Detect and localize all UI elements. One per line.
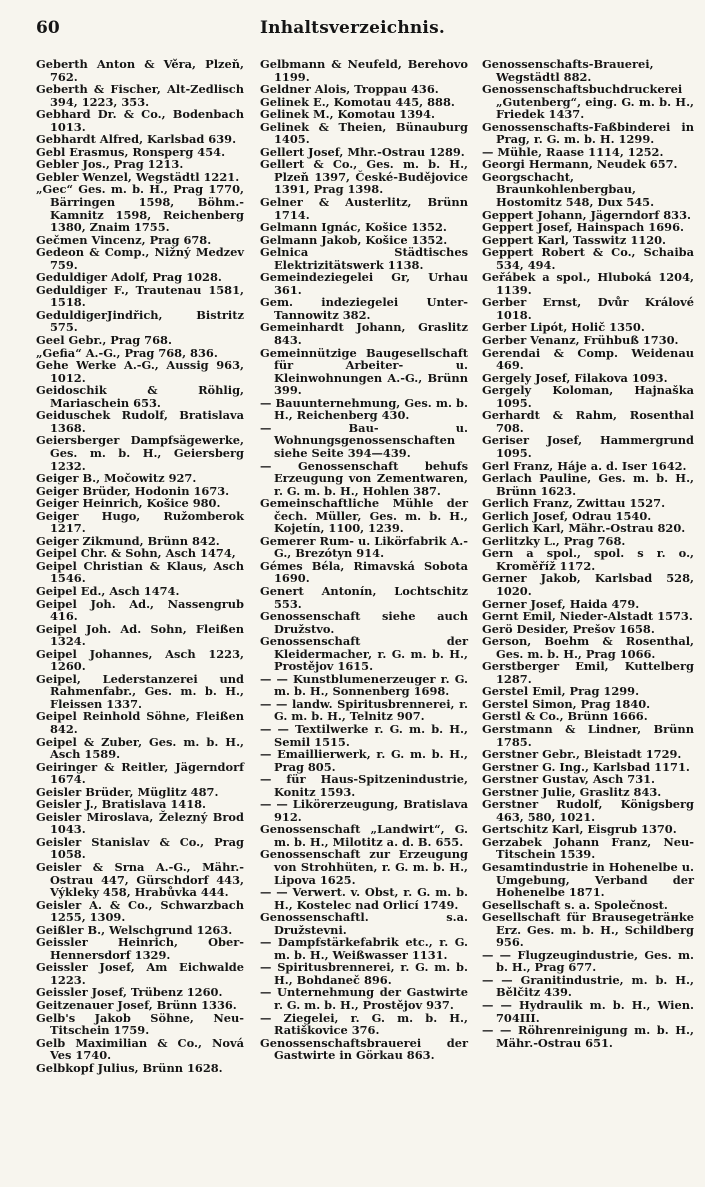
index-entry: Geiger Zikmund, Brünn 842. — [36, 533, 220, 548]
index-entry: Geldner Alois, Troppau 436. — [260, 82, 439, 97]
index-entry: Gerstner Gustav, Asch 731. — [482, 772, 656, 787]
index-entry: Gelinek M., Komotau 1394. — [260, 107, 435, 122]
index-entry: Geppert Robert & Co., Schaiba 534, 494. — [482, 245, 694, 272]
index-entry: Gerner Josef, Haida 479. — [482, 596, 640, 611]
index-entry: Gern a spol., spol. s r. o., Kroměříž 1172. — [482, 546, 694, 573]
index-entry: Gelner & Austerlitz, Brünn 1714. — [260, 195, 468, 222]
index-column-3 — [482, 58, 694, 1049]
index-entry: Gernt Emil, Nieder-Alstadt 1573. — [482, 609, 693, 624]
index-entry: Genossenschaft zur Erzeugung von Strohhüten, r. G. m. b. H., Lipova 1625. — [260, 847, 468, 887]
index-entry: Geipel Johannes, Asch 1223, 1260. — [36, 646, 244, 674]
index-entry: Gerstner Rudolf, Königsberg 463, 580, 1021. — [482, 797, 694, 824]
index-entry: Gelbmann & Neufeld, Berehovo 1199. — [260, 57, 468, 84]
index-entry: Gemeindeziegelei Gr, Urhau 361. — [260, 270, 468, 297]
index-entry: Georgschacht, Braunkohlenbergbau, Hostomitz 548, Dux 545. — [482, 169, 655, 210]
index-entry: Geriser Josef, Hammergrund 1095. — [482, 433, 694, 460]
index-entry: — Bau- u. Wohnungsgenossenschaften siehe Seite 394—439. — [260, 420, 468, 460]
index-entry: Gerlich Karl, Mähr.-Ostrau 820. — [482, 521, 686, 536]
index-entry: Geitzenauer Josef, Brünn 1336. — [36, 998, 237, 1013]
index-entry: Gerendai & Comp. Weidenau 469. — [482, 345, 694, 373]
index-entry: Geiduschek Rudolf, Bratislava 1368. — [36, 408, 244, 435]
index-entry: Geberth Anton & Věra, Plzeň, 762. — [36, 57, 244, 84]
index-entry: — — Likörerzeugung, Bratislava 912. — [260, 797, 468, 824]
index-entry: Gerstner Julie, Graslitz 843. — [482, 784, 662, 799]
index-entry: Gerlitzky L., Prag 768. — [482, 533, 626, 548]
index-entry: Gedeon & Comp., Nižný Medzev 759. — [36, 245, 244, 272]
index-entry: Geiger B., Močowitz 927. — [36, 471, 197, 486]
index-entry: Geipel & Zuber, Ges. m. b. H., Asch 1589. — [36, 734, 244, 762]
index-entry: Geisler Stanislav & Co., Prag 1058. — [36, 834, 244, 862]
index-entry: Gerstl & Co., Brünn 1666. — [482, 709, 648, 724]
index-entry: Gerlich Josef, Odrau 1540. — [482, 508, 652, 523]
index-entry: Gerstner Gebr., Bleistadt 1729. — [482, 747, 682, 762]
index-entry: Gerhardt & Rahm, Rosenthal 708. — [482, 408, 694, 435]
index-entry: Gečmen Vincenz, Prag 678. — [36, 232, 212, 247]
index-entry: — für Haus-Spitzenindustrie, Konitz 1593. — [260, 772, 468, 799]
index-entry: Gelmann Jakob, Košice 1352. — [260, 232, 448, 247]
index-entry: Gergely Koloman, Hajnaška 1095. — [482, 383, 694, 410]
index-entry: Gerber Venanz, Frühbuß 1730. — [482, 333, 679, 348]
index-entry: Genossenschaftl. s.a. Družstevni. — [260, 910, 468, 937]
index-entry: Gesellschaft s. a. Společnost. — [482, 897, 668, 912]
index-entry: Gerstel Simon, Prag 1840. — [482, 696, 651, 711]
index-entry: Gerstner G. Ing., Karlsbad 1171. — [482, 759, 690, 774]
index-entry: Gelmann Ignác, Košice 1352. — [260, 220, 447, 235]
index-entry: Gelnica Städtisches Elektrizitätswerk 1138. — [260, 245, 468, 272]
index-entry: Gelinek E., Komotau 445, 888. — [260, 94, 455, 109]
index-entry: Gerzabek Johann Franz, Neu-Titschein 1539. — [482, 834, 694, 862]
index-entry: Gerber Ernst, Dvůr Králové 1018. — [482, 295, 694, 322]
index-entry: Geidoschik & Röhlig, Mariaschein 653. — [36, 383, 244, 410]
index-entry: Geřábek a spol., Hluboká 1204, 1139. — [482, 270, 694, 297]
index-entry: — — Flugzeugindustrie, Ges. m. b. H., Prag 677. — [482, 947, 694, 975]
index-entry: Gerö Desider, Prešov 1658. — [482, 621, 655, 636]
page-title: Inhaltsverzeichnis. — [260, 18, 445, 38]
index-entry: Geissler Josef, Trübenz 1260. — [36, 985, 223, 1000]
index-entry: Geppert Josef, Hainspach 1696. — [482, 220, 684, 235]
index-entry: Gemeinnützige Baugesellschaft für Arbeiter- u. Kleinwohnungen A.-G., Brünn 399. — [260, 345, 468, 398]
index-entry: Gertschitz Karl, Eisgrub 1370. — [482, 822, 677, 837]
index-entry: Genert Antonín, Lochtschitz 553. — [260, 583, 468, 611]
index-entry: Genossenschafts-Faßbinderei in Prag, r. G. m. b. H. 1299. — [482, 119, 694, 147]
index-entry: — Emaillierwerk, r. G. m. b. H., Prag 805. — [260, 747, 468, 774]
index-entry: — Unternehmung der Gastwirte r. G. m. b. H., Prostějov 937. — [260, 985, 468, 1013]
index-entry: Gellert Josef, Mhr.-Ostrau 1289. — [260, 144, 465, 159]
index-entry: Gemeinhardt Johann, Graslitz 843. — [260, 320, 468, 348]
index-entry: Geisler Brüder, Müglitz 487. — [36, 784, 219, 799]
index-entry: Geduldiger F., Trautenau 1581, 1518. — [36, 282, 244, 310]
index-entry: Gehe Werke A.-G., Aussig 963, 1012. — [36, 358, 244, 385]
index-entry: Geiger Heinrich, Košice 980. — [36, 496, 221, 511]
index-entry: Gebler Jos., Prag 1213. — [36, 157, 184, 172]
index-entry: Geissler Heinrich, Ober-Hennersdorf 1329. — [36, 935, 244, 962]
index-entry: Genossenschaftsbuchdruckerei „Gutenberg“, eing. G. m. b. H., Friedek 1437. — [482, 82, 694, 122]
index-entry: Gerstel Emil, Prag 1299. — [482, 684, 640, 699]
index-entry: — Dampfstärkefabrik etc., r. G. m. b. H., Weißwasser 1131. — [260, 935, 468, 962]
index-entry: Gemeinschaftliche Mühle der čech. Müller, Ges. m. b. H., Kojetín, 1100, 1239. — [260, 496, 468, 536]
index-entry: Geipel Joh. Ad., Nassengrub 416. — [36, 596, 244, 624]
index-column-1 — [36, 58, 244, 1074]
index-entry: — — Verwert. v. Obst, r. G. m. b. H., Kostelec nad Orlicí 1749. — [260, 885, 468, 912]
index-entry: — — Textilwerke r. G. m. b. H., Semil 1515. — [260, 721, 468, 749]
index-entry: GeduldigerJindřich, Bistritz 575. — [36, 307, 244, 335]
index-entry: Gebler Wenzel, Wegstädtl 1221. — [36, 169, 240, 184]
index-entry: Gelbkopf Julius, Brünn 1628. — [36, 1060, 223, 1075]
index-entry: Geipel, Lederstanzerei und Rahmenfabr., Ges. m. b. H., Fleissen 1337. — [36, 671, 244, 711]
index-entry: — — Röhrenreinigung m. b. H., Mähr.-Ostrau 651. — [482, 1023, 694, 1050]
index-columns — [36, 58, 696, 1178]
index-entry: Gesellschaft für Brausegeträнke Erz. Ges. m. b. H., Schildberg 956. — [482, 910, 694, 950]
index-entry: — — Hydraulik m. b. H., Wien. 704III. — [482, 998, 694, 1025]
index-entry: — Genossenschaft behufs Erzeugung von Zementwaren, r. G. m. b. H., Hohlen 387. — [260, 458, 468, 498]
index-entry: Geisler J., Bratislava 1418. — [36, 797, 207, 812]
index-entry: Gerstmann & Lindner, Brünn 1785. — [482, 721, 694, 749]
index-entry: — Bauunternehmung, Ges. m. b. H., Reichenberg 430. — [260, 395, 468, 423]
index-entry: Genossenschaft „Landwirt“, G. m. b. H., Milotitz a. d. B. 655. — [260, 822, 468, 849]
index-entry: Gerson, Boehm & Rosenthal, Ges. m. b. H., Prag 1066. — [482, 634, 694, 661]
index-entry: „Gec“ Ges. m. b. H., Prag 1770, Bärringen 1598, Böhm.-Kamnitz 1598, Reichenberg 1380, Znaim 1755. — [36, 182, 244, 235]
index-entry: Geipel Ed., Asch 1474. — [36, 583, 180, 598]
index-entry: Gémes Béla, Rimavská Sobota 1690. — [260, 558, 468, 586]
index-entry: Gelb Maximilian & Co., Nová Ves 1740. — [36, 1035, 244, 1063]
index-entry: Geiersberger Dampfsägewerke, Ges. m. b. H., Geiersberg 1232. — [36, 433, 244, 473]
index-entry: Gerstberger Emil, Kuttelberg 1287. — [482, 659, 694, 686]
page-number: 60 — [36, 18, 60, 38]
index-entry: Genossenschafts-Brauerei, Wegstädtl 882. — [482, 57, 654, 84]
index-entry: Gem. indeziegelei Unter-Tannowitz 382. — [260, 295, 468, 322]
index-entry: Gergely Josef, Filakova 1093. — [482, 370, 668, 385]
index-entry: Geisler Miroslava, Železný Brod 1043. — [36, 809, 244, 837]
index-entry: Genossenschaftsbrauerei der Gastwirte in Görkau 863. — [260, 1035, 468, 1063]
index-entry: — — Granitindustrie, m. b. H., Bělčitz 439. — [482, 972, 694, 1000]
index-entry: — Spiritusbrennerei, r. G. m. b. H., Bohdaneč 896. — [260, 960, 468, 987]
index-entry: — Mühle, Raase 1114, 1252. — [482, 144, 664, 159]
index-entry: Geel Gebr., Prag 768. — [36, 333, 172, 348]
index-entry: Gerber Lipót, Holič 1350. — [482, 320, 645, 335]
index-entry: — — Kunstblumenerzeuger r. G. m. b. H., Sonnenberg 1698. — [260, 671, 468, 699]
index-entry: Gebhardt Alfred, Karlsbad 639. — [36, 132, 237, 147]
index-entry: Geisler A. & Co., Schwarzbach 1255, 1309. — [36, 897, 244, 925]
index-column-2 — [260, 58, 468, 1062]
index-entry: Geipel Joh. Ad. Sohn, Fleißen 1324. — [36, 621, 244, 649]
index-entry: Gelb's Jakob Söhne, Neu-Titschein 1759. — [36, 1010, 244, 1038]
index-entry: — — landw. Spiritusbrennerei, r. G. m. b. H., Telnitz 907. — [260, 696, 468, 724]
index-entry: Gellert & Co., Ges. m. b. H., Plzeň 1397, České-Budějovice 1391, Prag 1398. — [260, 157, 468, 197]
index-entry: Gerl Franz, Háje a. d. Iser 1642. — [482, 458, 687, 473]
index-entry: Geissler Josef, Am Eichwalde 1223. — [36, 960, 244, 987]
index-entry: Geipel Christian & Klaus, Asch 1546. — [36, 558, 244, 586]
index-entry: Gerlich Franz, Zwittau 1527. — [482, 496, 666, 511]
index-entry: Gebl Erasmus, Ronsperg 454. — [36, 144, 226, 159]
index-entry: Geisler & Srna A.-G., Mähr.-Ostrau 447, Gürschdorf 443, Výkleky 458, Hrabůvka 444. — [36, 860, 244, 900]
index-entry: Gerlach Pauline, Ges. m. b. H., Brünn 1623. — [482, 471, 694, 498]
index-entry: Geduldiger Adolf, Prag 1028. — [36, 270, 222, 285]
index-entry: Georgi Hermann, Neudek 657. — [482, 157, 678, 172]
index-entry: Geiger Hugo, Ružomberok 1217. — [36, 508, 244, 536]
index-entry: Genossenschaft der Kleidermacher, r. G. m. b. H., Prostějov 1615. — [260, 634, 468, 674]
index-entry: Gesamtindustrie in Hohenelbe u. Umgebung, Verband der Hohenelbe 1871. — [482, 860, 694, 900]
index-entry: Geiringer & Reitler, Jägerndorf 1674. — [36, 759, 244, 787]
index-entry: Geißler B., Welschgrund 1263. — [36, 922, 233, 937]
index-entry: Gerner Jakob, Karlsbad 528, 1020. — [482, 571, 694, 598]
index-entry: Geipel Chr. & Sohn, Asch 1474, — [36, 546, 236, 561]
index-entry: — Ziegelei, r. G. m. b. H., Ratiškovice 376. — [260, 1010, 468, 1038]
index-entry: Gelinek & Theien, Bünauburg 1405. — [260, 119, 468, 147]
index-entry: Geiger Brüder, Hodonin 1673. — [36, 483, 230, 498]
index-entry: „Gefia“ A.-G., Prag 768, 836. — [36, 345, 218, 360]
index-entry: Geppert Karl, Tasswitz 1120. — [482, 232, 667, 247]
index-entry: Genossenschaft siehe auch Družstvo. — [260, 609, 468, 636]
index-entry: Geipel Reinhold Söhne, Fleißen 842. — [36, 709, 244, 736]
index-entry: Gemerer Rum- u. Likörfabrik A.-G., Brezótyn 914. — [260, 533, 468, 561]
index-entry: Geppert Johann, Jägerndorf 833. — [482, 207, 691, 222]
index-entry: Gebhard Dr. & Co., Bodenbach 1013. — [36, 107, 244, 134]
page-header — [0, 18, 705, 46]
index-entry: Geberth & Fischer, Alt-Zedlisch 394, 1223, 353. — [36, 82, 244, 109]
